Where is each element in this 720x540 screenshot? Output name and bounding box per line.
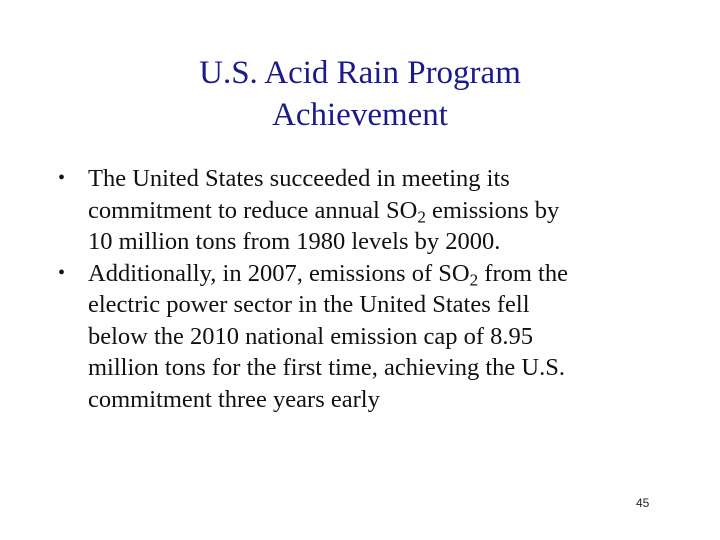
bullet-2-line-4: million tons for the first time, achieving the U.S. (88, 354, 565, 381)
bullet-1-line-3: 10 million tons from 1980 levels by 2000. (88, 228, 501, 255)
bullet-1-line-2-end: emissions by (425, 196, 560, 224)
bullet-1-line-1: The United States succeeded in meeting its (88, 165, 510, 192)
slide-title (60, 52, 660, 136)
bullet-2-line-1-end: from the (478, 259, 568, 287)
bullet-item-2 (58, 258, 698, 416)
so2-subscript: 2 (417, 206, 426, 226)
bullet-2-line-1 (88, 258, 698, 290)
bullet-1-line-2 (88, 195, 698, 227)
bullet-2-line-1-start: Additionally, in 2007, emissions of SO (88, 259, 470, 287)
bullet-1-line-2-start: commitment to reduce annual SO (88, 196, 418, 224)
so2-subscript: 2 (469, 269, 479, 289)
bullet-icon: • (58, 167, 66, 189)
bullet-2-line-3: below the 2010 national emission cap of 8.95 (88, 322, 533, 350)
bullet-item-1 (58, 163, 698, 258)
title-line-2: Achievement (272, 97, 448, 133)
bullet-2-line-5: commitment three years early (88, 385, 380, 413)
bullet-icon: • (58, 261, 66, 284)
page-number: 45 (636, 496, 650, 510)
bullet-list (58, 163, 698, 415)
bullet-2-line-2: electric power sector in the United States fell (88, 291, 530, 318)
title-line-1: U.S. Acid Rain Program (199, 55, 521, 91)
